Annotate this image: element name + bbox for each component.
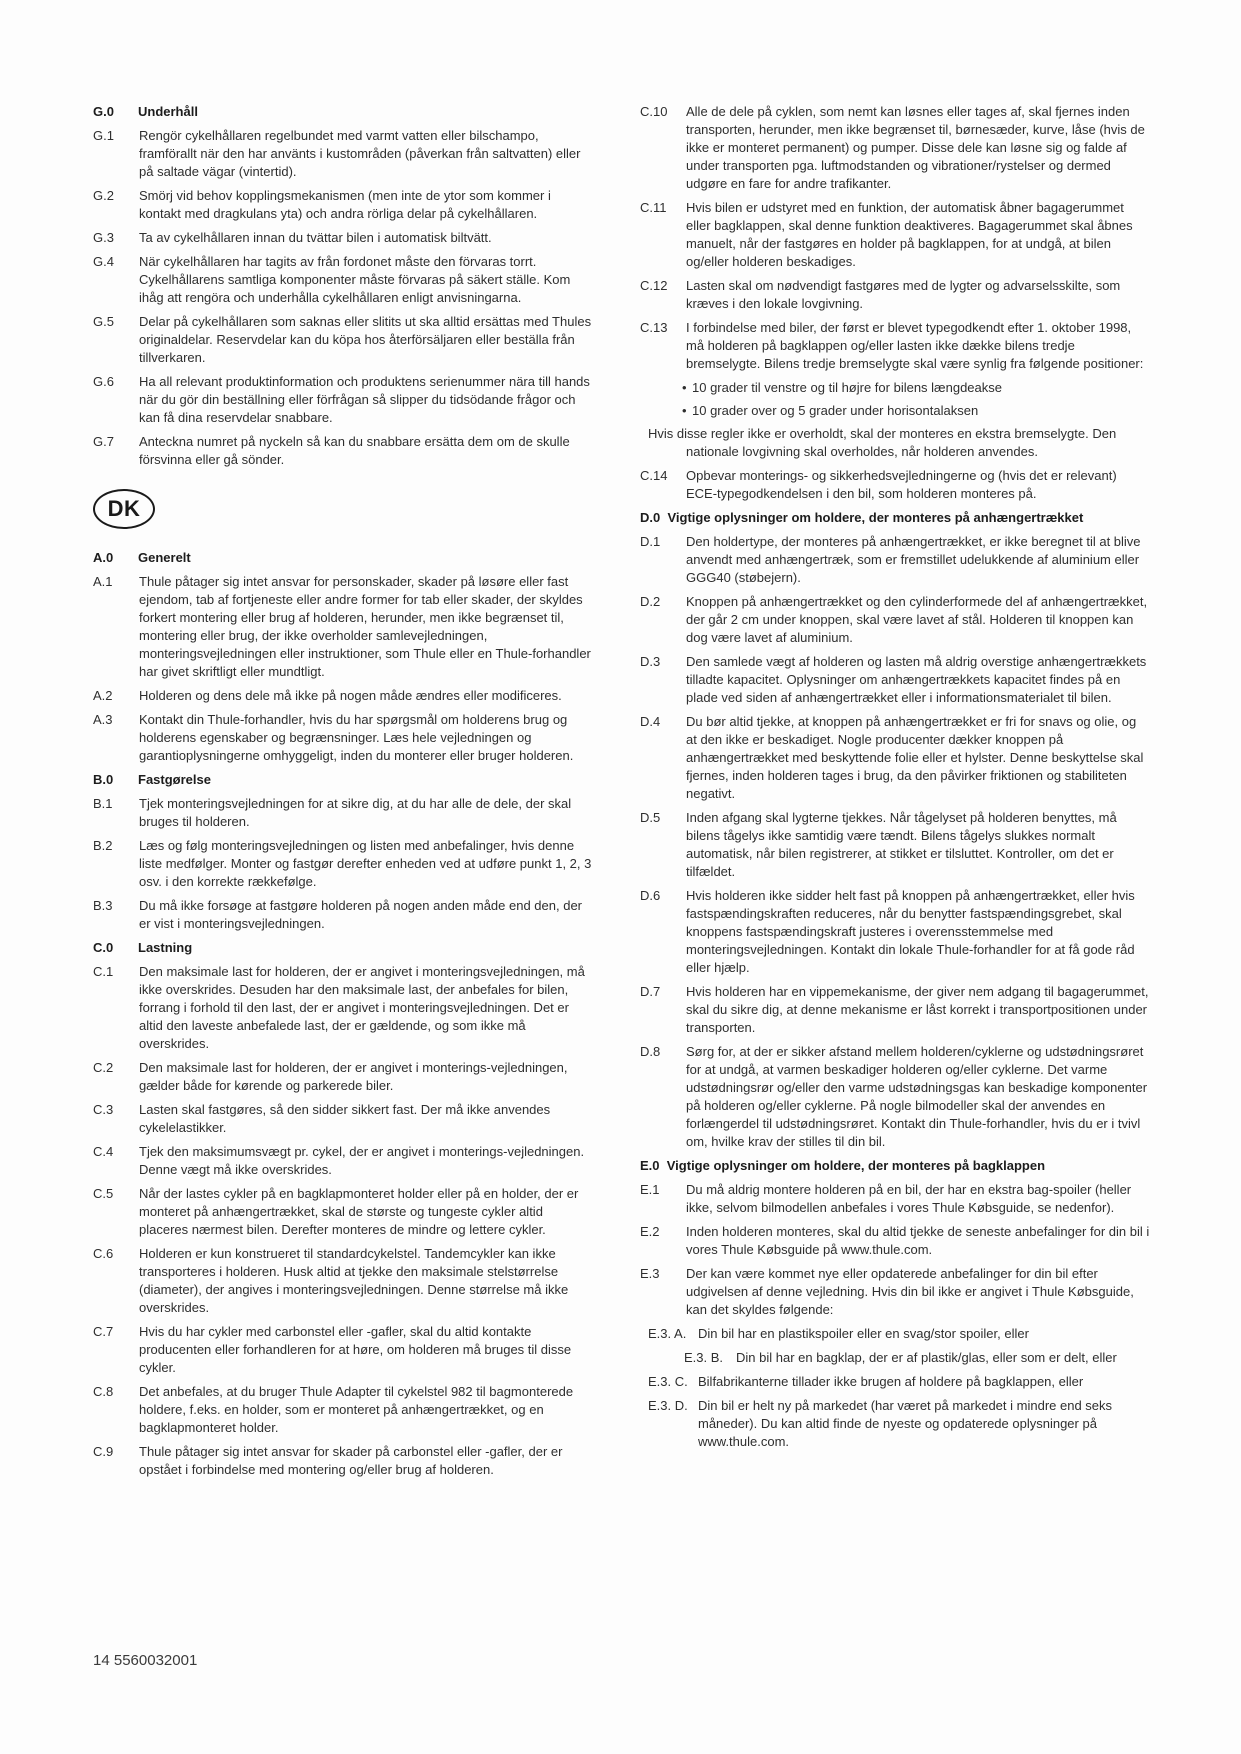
list-item: G.1 Rengör cykelhållaren regelbundet med varmt vatten eller bilschampo, framförallt när den har använts i kustområden (påverkan från saltvatten) eller på saltade vägar (vintertid). <box>93 128 581 179</box>
list-item: G.3 Ta av cykelhållaren innan du tvättar bilen i automatisk biltvätt. <box>93 230 492 245</box>
list-item: C.14 Opbevar monterings- og sikkerhedsvejledningerne og (hvis det er relevant) ECE-typegodkendelsen i den bil, som holderen monteres på. <box>640 468 1117 501</box>
list-item: B.1 Tjek monteringsvejledningen for at sikre dig, at du har alle de dele, der skal bruges til holderen. <box>93 796 572 829</box>
list-item: C.1 Den maksimale last for holderen, der er angivet i monteringsvejledningen, må ikke overskrides. Desuden har den maksimale last, der anbefales for bilen, forrang i forhold til den last, der er angivet i monteringsvejledningen. Det er altid den laveste anbefalede last, der er gældende, og som ikke må overskrides. <box>93 964 585 1051</box>
list-item: C.6 Holderen er kun konstrueret til standardcykelstel. Tandemcykler kan ikke transporteres i holderen. Husk altid at tjekke den maksimale stelstørrelse (diameter), der angives i monteringsvejledningen. Denne størrelse må ikke overskrides. <box>93 1246 569 1315</box>
list-item: D.7 Hvis holderen har en vippemekanisme, der giver nem adgang til bagagerummet, skal du sikre dig, at denne mekanisme er låst korrekt i transportpositionen under transporten. <box>640 984 1149 1035</box>
list-item: G.4 När cykelhållaren har tagits av från fordonet måste den förvaras torrt. Cykelhållarens samtliga komponenter måste förvaras på säkert ställe. Kom ihåg att rengöra och underhålla cykelhållaren enligt anvisningarna. <box>93 254 571 305</box>
list-item: C.4 Tjek den maksimumsvægt pr. cykel, der er angivet i monterings-vejledningen. Denne vægt må ikke overskrides. <box>93 1144 585 1177</box>
bullet-item: • 10 grader til venstre og til højre for bilens længdeakse <box>640 379 1150 397</box>
page-footer <box>93 1652 197 1669</box>
list-item: D.8 Sørg for, at der er sikker afstand mellem holderen/cyklerne og udstødningsrøret for at undgå, at varmen beskadiger holderen og/eller cyklerne. Det varme udstødningsrør og/eller den varme udstødningsgas kan beskadige komponenter på holderen og/eller cyklerne. På nogle bilmodeller skal der anvendes en forlængerdel til udstødningsrøret. Kontakt din Thule-forhandler, hvis du er i tvivl om, hvilke krav der stilles til din bil. <box>640 1044 1148 1149</box>
list-item: G.5 Delar på cykelhållaren som saknas eller slitits ut ska alltid ersättas med Thules originaldelar. Reservdelar kan du köpa hos återförsäljaren eller beställa från tillverkaren. <box>93 314 592 365</box>
sub-list-item: E.3. C. Bilfabrikanterne tillader ikke brugen af holdere på bagklappen, eller <box>648 1374 1084 1389</box>
list-item: C.2 Den maksimale last for holderen, der er angivet i monterings-vejledningen, gælder både for kørende og parkerede biler. <box>93 1060 568 1093</box>
list-item: C.10 Alle de dele på cyklen, som nemt kan løsnes eller tages af, skal fjernes inden transporten, herunder, men ikke begrænset til, børnesæder, kurve, låse (hvis de ikke er monteret permanent) og pumper. Disse dele kan løsne sig og falde af under transporten pga. luftmodstanden og vibrationer/rystelser og dermed udgøre en fare for andre trafikanter. <box>640 104 1145 191</box>
list-item: C.7 Hvis du har cykler med carbonstel eller -gafler, skal du altid kontakte producenten eller forhandleren for at høre, om holderen må bruges til disse cykler. <box>93 1324 572 1375</box>
right-column <box>640 103 1150 1457</box>
list-item: D.4 Du bør altid tjekke, at knoppen på anhængertrækket er fri for snavs og olie, og at den ikke er beskadiget. Nogle producenter dækker knoppen på anhængertrækket med beskyttende folie eller et hylster. Denne beskyttelse skal fjernes, inden holderen tages i brug, da den påvirker friktionen og stabiliteten negativt. <box>640 714 1144 801</box>
list-item: C.13 I forbindelse med biler, der først er blevet typegodkendt efter 1. oktober 1998, må holderen på bagklappen og/eller lasten ikke dække bilens tredje bremselygte. Bilens tredje bremselygte skal være synlig fra følgende positioner: <box>640 320 1144 371</box>
section-heading-a: A.0 Generelt <box>93 550 191 565</box>
note-paragraph: Hvis disse regler ikke er overholdt, skal der monteres en ekstra bremselygte. Den nationale lovgivning skal overholdes, når holderen anvendes. <box>648 426 1117 459</box>
list-item: A.2 Holderen og dens dele må ikke på nogen måde ændres eller modificeres. <box>93 688 562 703</box>
list-item: B.3 Du må ikke forsøge at fastgøre holderen på nogen anden måde end den, der er vist i monteringsvejledningen. <box>93 898 583 931</box>
list-item: D.5 Inden afgang skal lygterne tjekkes. Når tågelyset på holderen benyttes, må bilens tågelys ikke samtidig være tændt. Bilens tågelys slukkes normalt automatisk, når bilen registrerer, at stikket er tilsluttet. Kontroller, om det er tilfældet. <box>640 810 1117 879</box>
list-item: D.1 Den holdertype, der monteres på anhængertrækket, er ikke beregnet til at blive anvendt med anhængertræk, som er fremstillet udelukkende af aluminium eller GGG40 (støbejern). <box>640 534 1141 585</box>
list-item: E.1 Du må aldrig montere holderen på en bil, der har en ekstra bag-spoiler (heller ikke, selvom bilmodellen anbefales i vores Thule Købsguide, se nedenfor). <box>640 1182 1132 1215</box>
list-item: C.8 Det anbefales, at du bruger Thule Adapter til cykelstel 982 til bagmonterede holdere, f.eks. en holder, som er monteret på anhængertrækket, og en bagklapmonteret holder. <box>93 1384 574 1435</box>
list-item: B.2 Læs og følg monteringsvejledningen og listen med anbefalinger, hvis denne liste medfølger. Monter og fastgør derefter enheden ved at udføre punkt 1, 2, 3 osv. i den korrekte rækkefølge. <box>93 838 592 889</box>
bullet-item: • 10 grader over og 5 grader under horisontalaksen <box>640 402 1150 420</box>
left-column <box>93 103 593 1485</box>
sub-list-item: E.3. D. Din bil er helt ny på markedet (har været på markedet i mindre end seks måneder). Du kan altid finde de nyeste og opdaterede oplysninger på www.thule.com. <box>648 1398 1113 1449</box>
section-heading-b: B.0 Fastgørelse <box>93 772 211 787</box>
list-item: C.3 Lasten skal fastgøres, så den sidder sikkert fast. Der må ikke anvendes cykelelastikker. <box>93 1102 551 1135</box>
list-item: G.2 Smörj vid behov kopplingsmekanismen (men inte de ytor som kommer i kontakt med dragkulans yta) och andra rörliga delar på cykelhållaren. <box>93 188 551 221</box>
list-item: A.1 Thule påtager sig intet ansvar for personskader, skader på løsøre eller fast ejendom, tab af fortjeneste eller andre former for tab eller skader, der skyldes forkert montering eller brug af holderen, herunder, men ikke begrænset til, montering eller brug, der ikke overholder samlevejledningen, monteringsvejledningen eller instruktioner, som Thule eller en Thule-forhandler har givet skriftligt eller mundtligt. <box>93 574 591 679</box>
list-item: G.7 Anteckna numret på nyckeln så kan du snabbare ersätta dem om de skulle försvinna eller gå sönder. <box>93 434 570 467</box>
list-item: C.5 Når der lastes cykler på en bagklapmonteret holder eller på en holder, der er monteret på anhængertrækket, skal de største og tungeste cykler altid placeres nærmest bilen. Derefter monteres de mindre og lettere cykler. <box>93 1186 579 1237</box>
section-heading-d: D.0 Vigtige oplysninger om holdere, der monteres på anhængertrækket <box>640 510 1084 525</box>
sub-list-item: E.3. B. Din bil har en bagklap, der er af plastik/glas, eller som er delt, eller <box>684 1350 1117 1365</box>
page-number: 14 <box>93 1652 110 1669</box>
list-item: C.11 Hvis bilen er udstyret med en funktion, der automatisk åbner bagagerummet eller bagklappen, skal denne funktion deaktiveres. Bagagerummet skal åbnes manuelt, når der fastgøres en holder på bagklappen, for at undgå, at bilen og/eller holderen beskadiges. <box>640 200 1133 269</box>
list-item: D.2 Knoppen på anhængertrækket og den cylinderformede del af anhængertrækket, der går 2 cm under knoppen, skal være lavet af stål. Holderen til knoppen kan dog være lavet af aluminium. <box>640 594 1148 645</box>
list-item: A.3 Kontakt din Thule-forhandler, hvis du har spørgsmål om holderens brug og holderens egenskaber og begrænsninger. Læs hele vejledningen og garantioplysningerne omhyggeligt, inden du monterer eller bruger holderen. <box>93 712 574 763</box>
section-heading-c: C.0 Lastning <box>93 940 193 955</box>
document-code: 5560032001 <box>113 1652 198 1669</box>
sub-list-item: E.3. A. Din bil har en plastikspoiler eller en svag/stor spoiler, eller <box>648 1326 1029 1341</box>
list-item: D.3 Den samlede vægt af holderen og lasten må aldrig overstige anhængertrækkets tilladte kapacitet. Oplysninger om anhængertrækkets kapacitet findes på en plade ved siden af anhængertrækket eller i informationsmaterialet til bilen. <box>640 654 1147 705</box>
section-heading-e: E.0 Vigtige oplysninger om holdere, der monteres på bagklappen <box>640 1158 1046 1173</box>
list-item: E.3 Der kan være kommet nye eller opdaterede anbefalinger for din bil efter udgivelsen af denne vejledning. Hvis din bil ikke er angivet i Thule Købsguide, kan det skyldes følgende: <box>640 1266 1134 1317</box>
list-item: D.6 Hvis holderen ikke sidder helt fast på knoppen på anhængertrækket, eller hvis fastspændingskraften reduceres, når du benytter fastspændingsgrebet, skal knoppens fastspændingskraft justeres i overensstemmelse med monteringsvejledningen. Kontakt din lokale Thule-forhandler for at få gode råd eller hjælp. <box>640 888 1135 975</box>
list-item: G.6 Ha all relevant produktinformation och produktens serienummer nära till hands när du gör din beställning eller förfrågan så slipper du tidsödande frågor och kan få dina reservdelar snabbare. <box>93 374 590 425</box>
language-badge-dk: DK <box>93 489 155 529</box>
section-heading-g: G.0 Underhåll <box>93 104 198 119</box>
list-item: C.9 Thule påtager sig intet ansvar for skader på carbonstel eller -gafler, der er opstået i forbindelse med montering og/eller brug af holderen. <box>93 1444 563 1477</box>
list-item: E.2 Inden holderen monteres, skal du altid tjekke de seneste anbefalinger for din bil i vores Thule Købsguide på www.thule.com. <box>640 1224 1150 1257</box>
list-item: C.12 Lasten skal om nødvendigt fastgøres med de lygter og advarselsskilte, som kræves i den lokale lovgivning. <box>640 278 1121 311</box>
